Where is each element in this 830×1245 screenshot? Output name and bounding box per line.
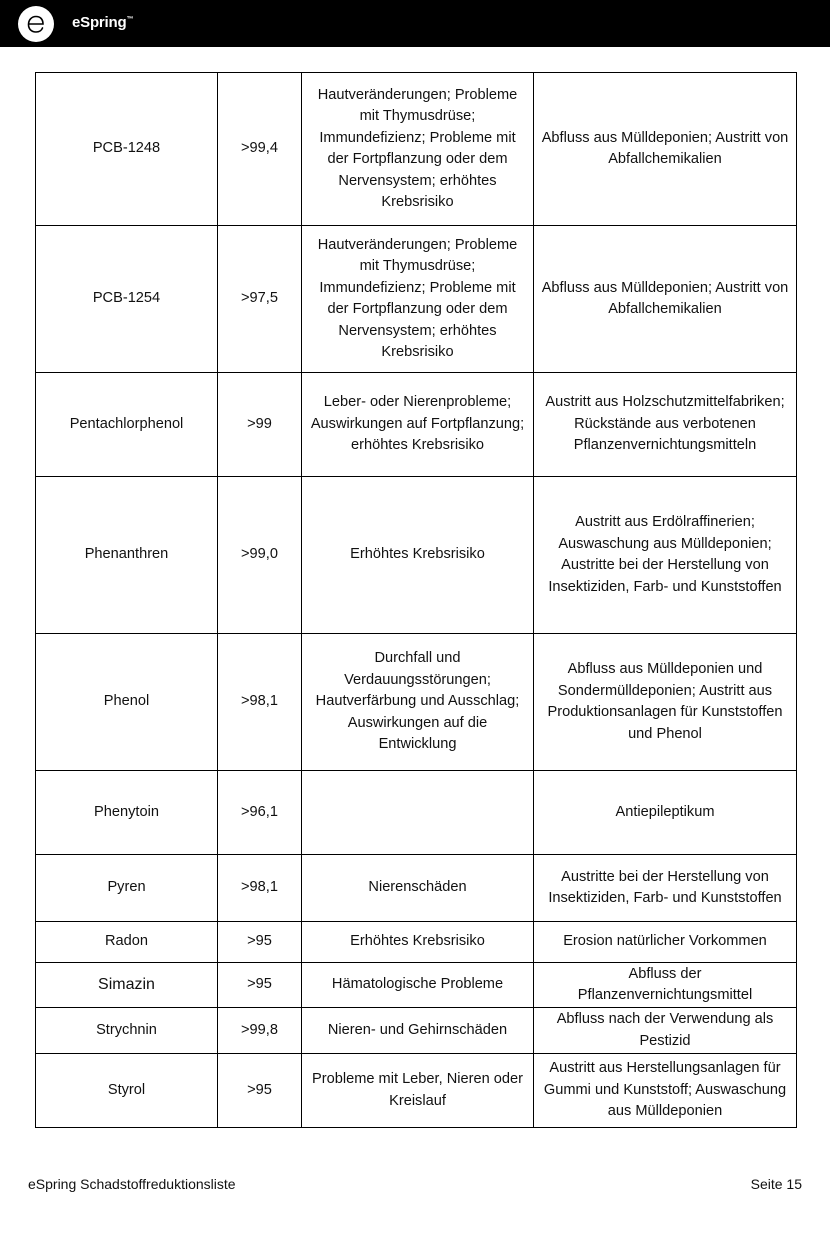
table-row [36, 1008, 797, 1054]
contaminant-source: Abfluss aus Mülldeponien; Austritt von Abfallchemikalien [534, 226, 797, 373]
table-row [36, 373, 797, 477]
table-row [36, 963, 797, 1008]
table-row [36, 771, 797, 855]
contaminant-name: Phenol [36, 634, 218, 771]
table-row [36, 1054, 797, 1128]
contaminant-source: Austritte bei der Herstellung von Insektiziden, Farb- und Kunststoffen [534, 855, 797, 922]
table-row [36, 855, 797, 922]
reduction-value: >99,0 [218, 477, 302, 634]
table-row [36, 922, 797, 963]
reduction-value: >99,4 [218, 73, 302, 226]
table-row [36, 634, 797, 771]
table-row [36, 73, 797, 226]
health-effects: Hämatologische Probleme [302, 963, 534, 1008]
contaminant-source: Antiepileptikum [534, 771, 797, 855]
page-header [0, 0, 830, 47]
contaminant-source: Abfluss nach der Verwendung als Pestizid [534, 1008, 797, 1054]
contaminant-name: PCB-1254 [36, 226, 218, 373]
footer-page-number: Seite 15 [750, 1176, 802, 1192]
contaminant-name: Pyren [36, 855, 218, 922]
health-effects [302, 771, 534, 855]
contaminant-name: PCB-1248 [36, 73, 218, 226]
reduction-value: >95 [218, 963, 302, 1008]
contaminant-table [35, 72, 797, 1128]
contaminant-name: Phenanthren [36, 477, 218, 634]
health-effects: Durchfall und Verdauungsstörungen; Hautverfärbung und Ausschlag; Auswirkungen auf die Entwicklung [302, 634, 534, 771]
reduction-value: >98,1 [218, 634, 302, 771]
health-effects: Erhöhtes Krebsrisiko [302, 922, 534, 963]
espring-logo [18, 6, 54, 42]
table-row [36, 226, 797, 373]
reduction-value: >99 [218, 373, 302, 477]
reduction-value: >95 [218, 1054, 302, 1128]
contaminant-source: Abfluss der Pflanzenvernichtungsmittel [534, 963, 797, 1008]
contaminant-source: Abfluss aus Mülldeponien; Austritt von Abfallchemikalien [534, 73, 797, 226]
reduction-value: >98,1 [218, 855, 302, 922]
contaminant-name: Strychnin [36, 1008, 218, 1054]
contaminant-source: Austritt aus Holzschutzmittelfabriken; Rückstände aus verbotenen Pflanzenvernichtungsmitteln [534, 373, 797, 477]
health-effects: Nierenschäden [302, 855, 534, 922]
contaminant-name: Simazin [36, 963, 218, 1008]
contaminant-name: Pentachlorphenol [36, 373, 218, 477]
contaminant-source: Austritt aus Erdölraffinerien; Auswaschung aus Mülldeponien; Austritte bei der Herstellung von Insektiziden, Farb- und Kunststoffen [534, 477, 797, 634]
health-effects: Hautveränderungen; Probleme mit Thymusdrüse; Immundefizienz; Probleme mit der Fortpflanzung oder dem Nervensystem; erhöhtes Krebsrisiko [302, 226, 534, 373]
health-effects: Leber- oder Nierenprobleme; Auswirkungen auf Fortpflanzung; erhöhtes Krebsrisiko [302, 373, 534, 477]
health-effects: Probleme mit Leber, Nieren oder Kreislauf [302, 1054, 534, 1128]
contaminant-source: Austritt aus Herstellungsanlagen für Gummi und Kunststoff; Auswaschung aus Mülldeponien [534, 1054, 797, 1128]
contaminant-source: Abfluss aus Mülldeponien und Sondermülldeponien; Austritt aus Produktionsanlagen für Kunststoffen und Phenol [534, 634, 797, 771]
reduction-value: >95 [218, 922, 302, 963]
reduction-value: >99,8 [218, 1008, 302, 1054]
contaminant-name: Radon [36, 922, 218, 963]
health-effects: Erhöhtes Krebsrisiko [302, 477, 534, 634]
contaminant-source: Erosion natürlicher Vorkommen [534, 922, 797, 963]
espring-e-logo-icon [18, 6, 54, 42]
health-effects: Nieren- und Gehirnschäden [302, 1008, 534, 1054]
contaminant-name: Phenytoin [36, 771, 218, 855]
contaminant-name: Styrol [36, 1054, 218, 1128]
health-effects: Hautveränderungen; Probleme mit Thymusdrüse; Immundefizienz; Probleme mit der Fortpflanzung oder dem Nervensystem; erhöhtes Krebsrisiko [302, 73, 534, 226]
reduction-value: >96,1 [218, 771, 302, 855]
footer-document-title: eSpring Schadstoffreduktionsliste [28, 1176, 236, 1192]
reduction-value: >97,5 [218, 226, 302, 373]
table-row [36, 477, 797, 634]
brand-name: eSpring™ [72, 14, 134, 31]
